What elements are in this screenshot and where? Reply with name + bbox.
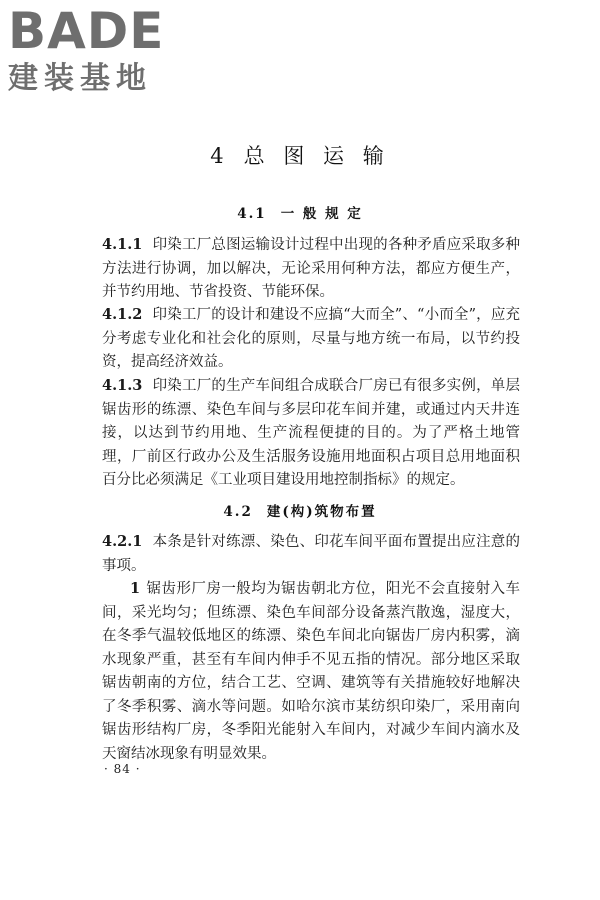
clause-number: 4.2.1: [102, 533, 143, 550]
clause-text: 印染工厂的设计和建设不应搞“大而全”、“小而全”，应充分考虑专业化和社会化的原则，尽量与地方统一布局，以节约投资，提高经济效益。: [102, 307, 520, 370]
clause-number: 4.1.1: [102, 236, 143, 253]
section-title: 建(构)筑物布置: [266, 504, 377, 520]
section-number: 4.2: [223, 504, 253, 520]
clause-text: 本条是针对练漂、染色、印花车间平面布置提出应注意的事项。: [102, 534, 520, 574]
item-text: 锯齿形厂房一般均为锯齿朝北方位，阳光不会直接射入车间，采光均匀；但练漂、染色车间部分设备蒸汽散逸，湿度大，在冬季气温较低地区的练漂、染色车间北向锯齿厂房内积雾，滴水现象严重，甚至有车间内伸手不见五指的情况。部分地区采取锯齿朝南的方位，结合工艺、空调、建筑等有关措施较好地解决了冬季积雾、滴水等问题。如哈尔滨市某纺织印染厂，采用南向锯齿形结构厂房，冬季阳光能射入车间内，对减少车间内滴水及天窗结冰现象有明显效果。: [102, 581, 520, 762]
clause-4-1-1: [102, 233, 520, 305]
chapter-title: 总 图 运 输: [243, 144, 390, 168]
section-heading-4-2: [0, 500, 600, 520]
logo-wordmark: BADE: [8, 2, 165, 60]
logo-subtitle: 建装基地: [8, 61, 152, 96]
clause-number: 4.1.3: [102, 377, 143, 394]
page-number: · 84 ·: [104, 762, 141, 776]
brand-logo: [8, 2, 183, 96]
clause-number: 4.1.2: [102, 306, 143, 323]
section-number: 4.1: [237, 206, 267, 222]
clause-4-2-1-item-1: [102, 577, 520, 766]
item-number: 1: [130, 580, 141, 597]
chapter-heading: [0, 140, 600, 170]
clause-4-1-2: [102, 303, 520, 375]
clause-4-1-3: [102, 374, 520, 493]
clause-text: 印染工厂的生产车间组合成联合厂房已有很多实例，单层锯齿形的练漂、染色车间与多层印花车间并建，或通过内天井连接，以达到节约用地、生产流程便捷的目的。为了严格土地管理，厂前区行政办公及生活服务设施用地面积占项目总用地面积百分比必须满足《工业项目建设用地控制指标》的规定。: [102, 378, 520, 488]
chapter-number: 4: [210, 144, 230, 168]
section-title: 一 般 规 定: [280, 206, 363, 222]
clause-4-2-1: [102, 530, 520, 578]
clause-text: 印染工厂总图运输设计过程中出现的各种矛盾应采取多种方法进行协调，加以解决，无论采用何种方法，都应方便生产，并节约用地、节省投资、节能环保。: [102, 237, 520, 300]
section-heading-4-1: [0, 202, 600, 222]
